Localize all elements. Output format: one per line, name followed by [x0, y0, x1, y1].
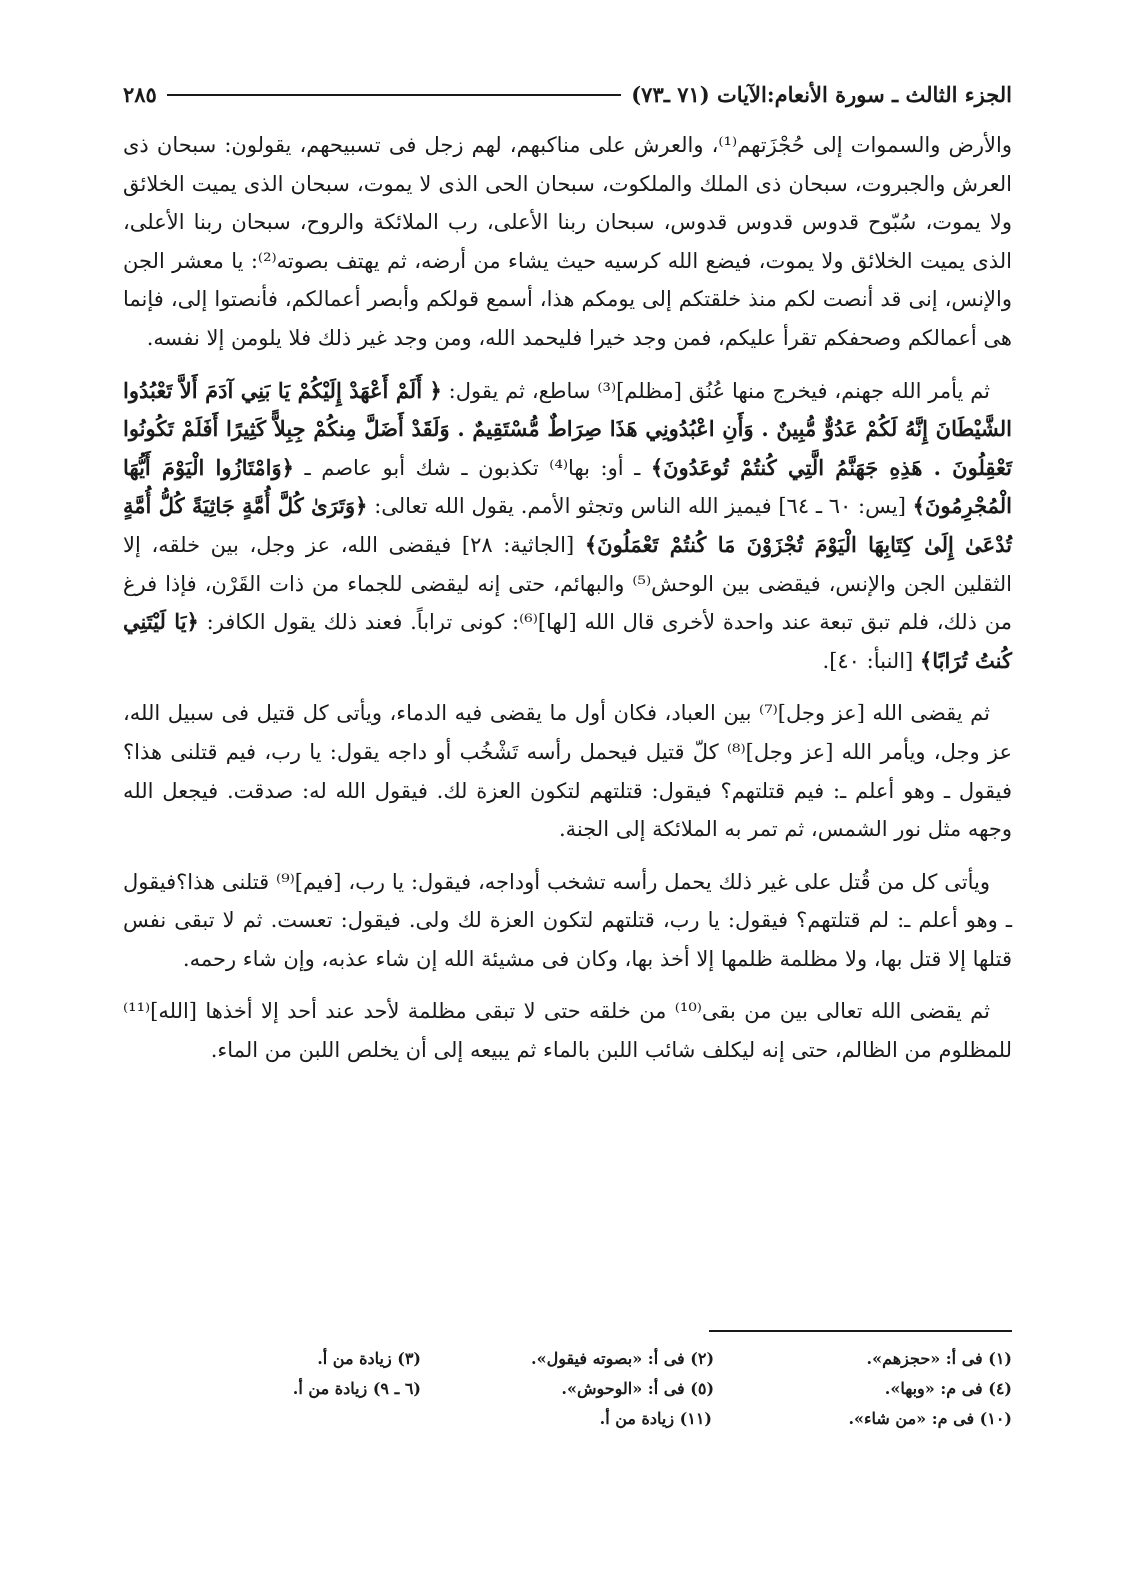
- footnote-separator: [709, 1330, 1012, 1332]
- footnote-row: [123, 1374, 1012, 1404]
- paragraph-2: [123, 372, 1012, 681]
- quran-quote-imtazu: ﴿وَامْتَازُوا الْيَوْمَ أَيُّهَا الْمُجْرِمُونَ﴾: [123, 454, 1012, 519]
- footnote-10: (١٠) فى م: «من شاء».: [848, 1409, 1012, 1428]
- header-rule: [167, 94, 621, 96]
- paragraph-1: والأرض والسموات إلى حُجْزَتهم⁽¹⁾، والعرش على مناكبهم، لهم زجل فى تسبيحهم، يقولون: سبحان ذى العرش والجبروت، سبحان ذى الملك والملكوت، سبحان الحى الذى لا يموت، سبحان الذى يميت الخلائق ولا يموت، سُبّوح قدوس قدوس قدوس، سبحان ربنا الأعلى، رب الملائكة والروح، سبحان ربنا الأعلى، الذى يميت الخلائق ولا يموت، فيضع الله كرسيه حيث يشاء من أرضه، ثم يهتف بصوته⁽²⁾: يا معشر الجن والإنس، إنى قد أنصت لكم منذ خلقتكم إلى يومكم هذا، أسمع قولكم وأبصر أعمالكم، فأنصتوا إلى، فإنما هى أعمالكم وصحفكم تقرأ عليكم، فمن وجد خيرا فليحمد الله، ومن وجد غير ذلك فلا يلومن إلا نفسه.: [123, 133, 1012, 350]
- paragraph-2-text-d: [الجاثية: ٢٨] فيقضى الله، عز وجل، بين خلقه، إلا الثقلين الجن والإنس، فيقضى بين الوحش⁽⁵⁾ والبهائم، حتى إنه ليقضى للجماء من ذات القَرْن، فإذا فرغ من ذلك، فلم تبق تبعة عند واحدة لأخرى قال الله [لها]⁽⁶⁾: كونى تراباً. فعند ذلك يقول الكافر:: [123, 532, 1013, 635]
- paragraph-2-text-b: ـ أو: بها⁽⁴⁾ تكذبون ـ شك أبو عاصم ـ: [293, 455, 651, 480]
- running-header: [123, 74, 1012, 114]
- paragraph-4: ويأتى كل من قُتل على غير ذلك يحمل رأسه تشخب أوداجه، فيقول: يا رب، [فيم]⁽⁹⁾ قتلنى هذا؟فيقول ـ وهو أعلم ـ: لم قتلتهم؟ فيقول: يا رب، قتلتهم لتكون العزة لك ولى. فيقول: تعست. ثم لا تبقى نفس قتلها إلا قتل بها، ولا مظلمة ظلمها إلا أخذ بها، وكان فى مشيئة الله إن شاء عذبه، وإن شاء رحمه.: [123, 869, 1012, 971]
- footnote-5: (٥) فى أ: «الوحوش».: [561, 1379, 715, 1398]
- running-title: الجزء الثالث ـ سورة الأنعام:الآيات (٧١ ـ٧٣): [631, 81, 1012, 107]
- footnote-6-9: (٦ ـ ٩) زيادة من أ.: [292, 1379, 421, 1398]
- footnote-row: [123, 1344, 1012, 1374]
- paragraph-3: ثم يقضى الله [عز وجل]⁽⁷⁾ بين العباد، فكان أول ما يقضى فيه الدماء، ويأتى كل قتيل فى سبيل الله، عز وجل، ويأمر الله [عز وجل]⁽⁸⁾ كلّ قتيل فيحمل رأسه تَشْخُب أو داجه يقول: يا رب، فيم قتلنى هذا؟ فيقول ـ وهو أعلم ـ: فيم قتلتهم؟ فيقول: قتلتهم لتكون العزة لك. فيقول الله له: صدقت. فيجعل الله وجهه مثل نور الشمس، ثم تمر به الملائكة إلى الجنة.: [123, 701, 1012, 842]
- footnote-1: (١) فى أ: «حجزهم».: [866, 1349, 1012, 1368]
- footnotes: [123, 1344, 1012, 1434]
- footnote-4: (٤) فى م: «وبها».: [884, 1379, 1012, 1398]
- footnote-11: (١١) زيادة من أ.: [599, 1409, 712, 1428]
- paragraph-2-text-e: [النبأ: ٤٠].: [822, 648, 920, 673]
- paragraph-5: ثم يقضى الله تعالى بين من بقى⁽¹⁰⁾ من خلقه حتى لا تبقى مظلمة لأحد عند أحد إلا أخذها [الله]⁽¹¹⁾ للمظلوم من الظالم، حتى إنه ليكلف شائب اللبن بالماء ثم يبيعه إلى أن يخلص اللبن من الماء.: [123, 999, 1012, 1063]
- quran-quote-naba: ﴿يَا لَيْتَنِي كُنتُ تُرَابًا﴾: [123, 609, 1012, 673]
- paragraph-2-text-c: [يس: ٦٠ ـ ٦٤] فيميز الله الناس وتجثو الأمم. يقول الله تعالى:: [367, 494, 913, 519]
- page-number: ٢٨٥: [123, 81, 157, 107]
- main-text: [123, 126, 1012, 1084]
- quran-quote-jathiya: ﴿وَتَرَىٰ كُلَّ أُمَّةٍ جَاثِيَةً كُلُّ أُمَّةٍ تُدْعَىٰ إِلَىٰ كِتَابِهَا الْيَوْمَ تُجْزَوْنَ مَا كُنتُمْ تَعْمَلُونَ﴾: [123, 493, 1012, 557]
- quran-quote-yasin: ﴿ أَلَمْ أَعْهَدْ إِلَيْكُمْ يَا بَنِي آدَمَ أَلاَّ تَعْبُدُوا الشَّيْطَانَ إِنَّهُ لَكُمْ عَدُوٌّ مُّبِينٌ . وَأَنِ اعْبُدُونِي هَذَا صِرَاطٌ مُّسْتَقِيمٌ . وَلَقَدْ أَضَلَّ مِنكُمْ جِبِلاًّ كَثِيرًا أَفَلَمْ تَكُونُوا تَعْقِلُونَ . هَذِهِ جَهَنَّمُ الَّتِي كُنتُمْ تُوعَدُونَ﴾: [123, 377, 1012, 480]
- paragraph-2-text-a: ثم يأمر الله جهنم، فيخرج منها عُنُق [مظلم]⁽³⁾ ساطع، ثم يقول:: [441, 378, 991, 403]
- footnote-3: (٣) زيادة من أ.: [317, 1349, 421, 1368]
- footnote-row: [123, 1404, 1012, 1434]
- footnote-2: (٢) فى أ: «بصوته فيقول».: [531, 1349, 715, 1368]
